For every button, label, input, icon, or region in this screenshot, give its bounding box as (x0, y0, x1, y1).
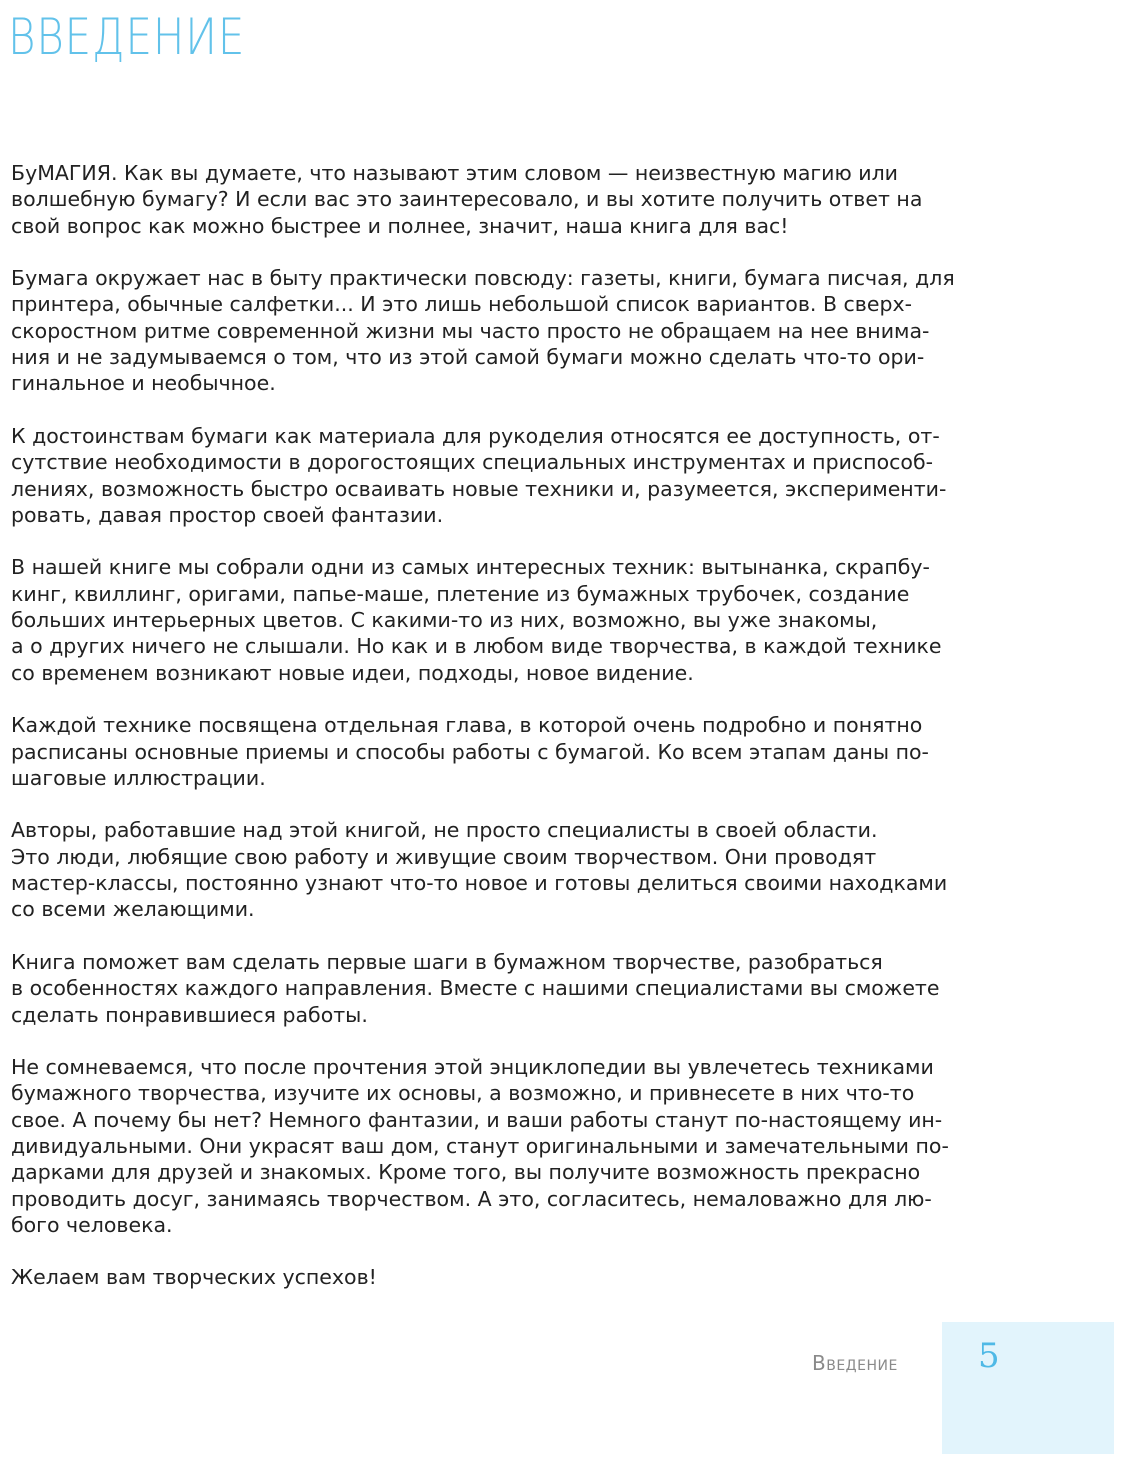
page-title: ВВЕДЕНИЕ (8, 8, 246, 66)
page-number-box (942, 1322, 1114, 1454)
paragraph: Желаем вам творческих успехов! (11, 1265, 377, 1290)
paragraph: Книга поможет вам сделать первые шаги в бумажном творчестве, разобраться в особенностях каждого направления. Вместе с нашими специалистами вы сможете сделать понравившиеся работы. (11, 949, 940, 1027)
paragraph: БуМАГИЯ. Как вы думаете, что называют этим словом — неизвестную магию или волшебную бумагу? И если вас это заинтересовало, и вы хотите получить ответ на свой вопрос как можно быстрее и полнее, значит, наша книга для вас! (11, 161, 923, 238)
paragraph: Бумага окружает нас в быту практически повсюду: газеты, книги, бумага писчая, для принтера, обычные салфетки... И это лишь небольшой список вариантов. В сверх- скоростном ритме современной жизни мы часто просто не обращаем на нее внима- ния и не задумываемся о том, что из этой самой бумаги можно сделать что-то ори- гинальное и необычное. (11, 266, 955, 396)
paragraph: К достоинствам бумаги как материала для рукоделия относятся ее доступность, от- сутствие необходимости в дорогостоящих специальных инструментах и приспособ- лениях, возможность быстро осваивать новые техники и, разумеется, эксперименти- ровать, давая простор своей фантазии. (11, 423, 947, 527)
paragraph: Не сомневаемся, что после прочтения этой энциклопедии вы увлечетесь техниками бумажного творчества, изучите их основы, а возможно, и привнесете в них что-то свое. А почему бы нет? Немного фантазии, и ваши работы станут по-настоящему ин- дивидуальными. Они украсят ваш дом, станут оригинальными и замечательными по- дарками для друзей и знакомых. Кроме того, вы получите возможность прекрасно проводить досуг, занимаясь творчеством. А это, согласитесь, немаловажно для лю- бого человека. (11, 1055, 949, 1237)
running-footer-section: Введение (812, 1351, 898, 1375)
paragraph: В нашей книге мы собрали одни из самых интересных техник: вытынанка, скрапбу- кинг, квиллинг, оригами, папье-маше, плетение из бумажных трубочек, создание больших интерьерных цветов. С какими-то из них, возможно, вы уже знакомы, а о других ничего не слышали. Но как и в любом виде творчества, в каждой технике со временем возникают новые идеи, подходы, новое видение. (11, 555, 942, 685)
paragraph: Авторы, работавшие над этой книгой, не просто специалисты в своей области. Это люди, любящие свою работу и живущие своим творчеством. Они проводят мастер-классы, постоянно узнают что-то новое и готовы делиться своими находками со всеми желающими. (11, 818, 948, 922)
body-text (11, 160, 1011, 1317)
page-number: 5 (978, 1336, 1000, 1376)
paragraph: Каждой технике посвящена отдельная глава, в которой очень подробно и понятно расписаны основные приемы и способы работы с бумагой. Ко всем этапам даны по- шаговые иллюстрации. (11, 713, 929, 790)
